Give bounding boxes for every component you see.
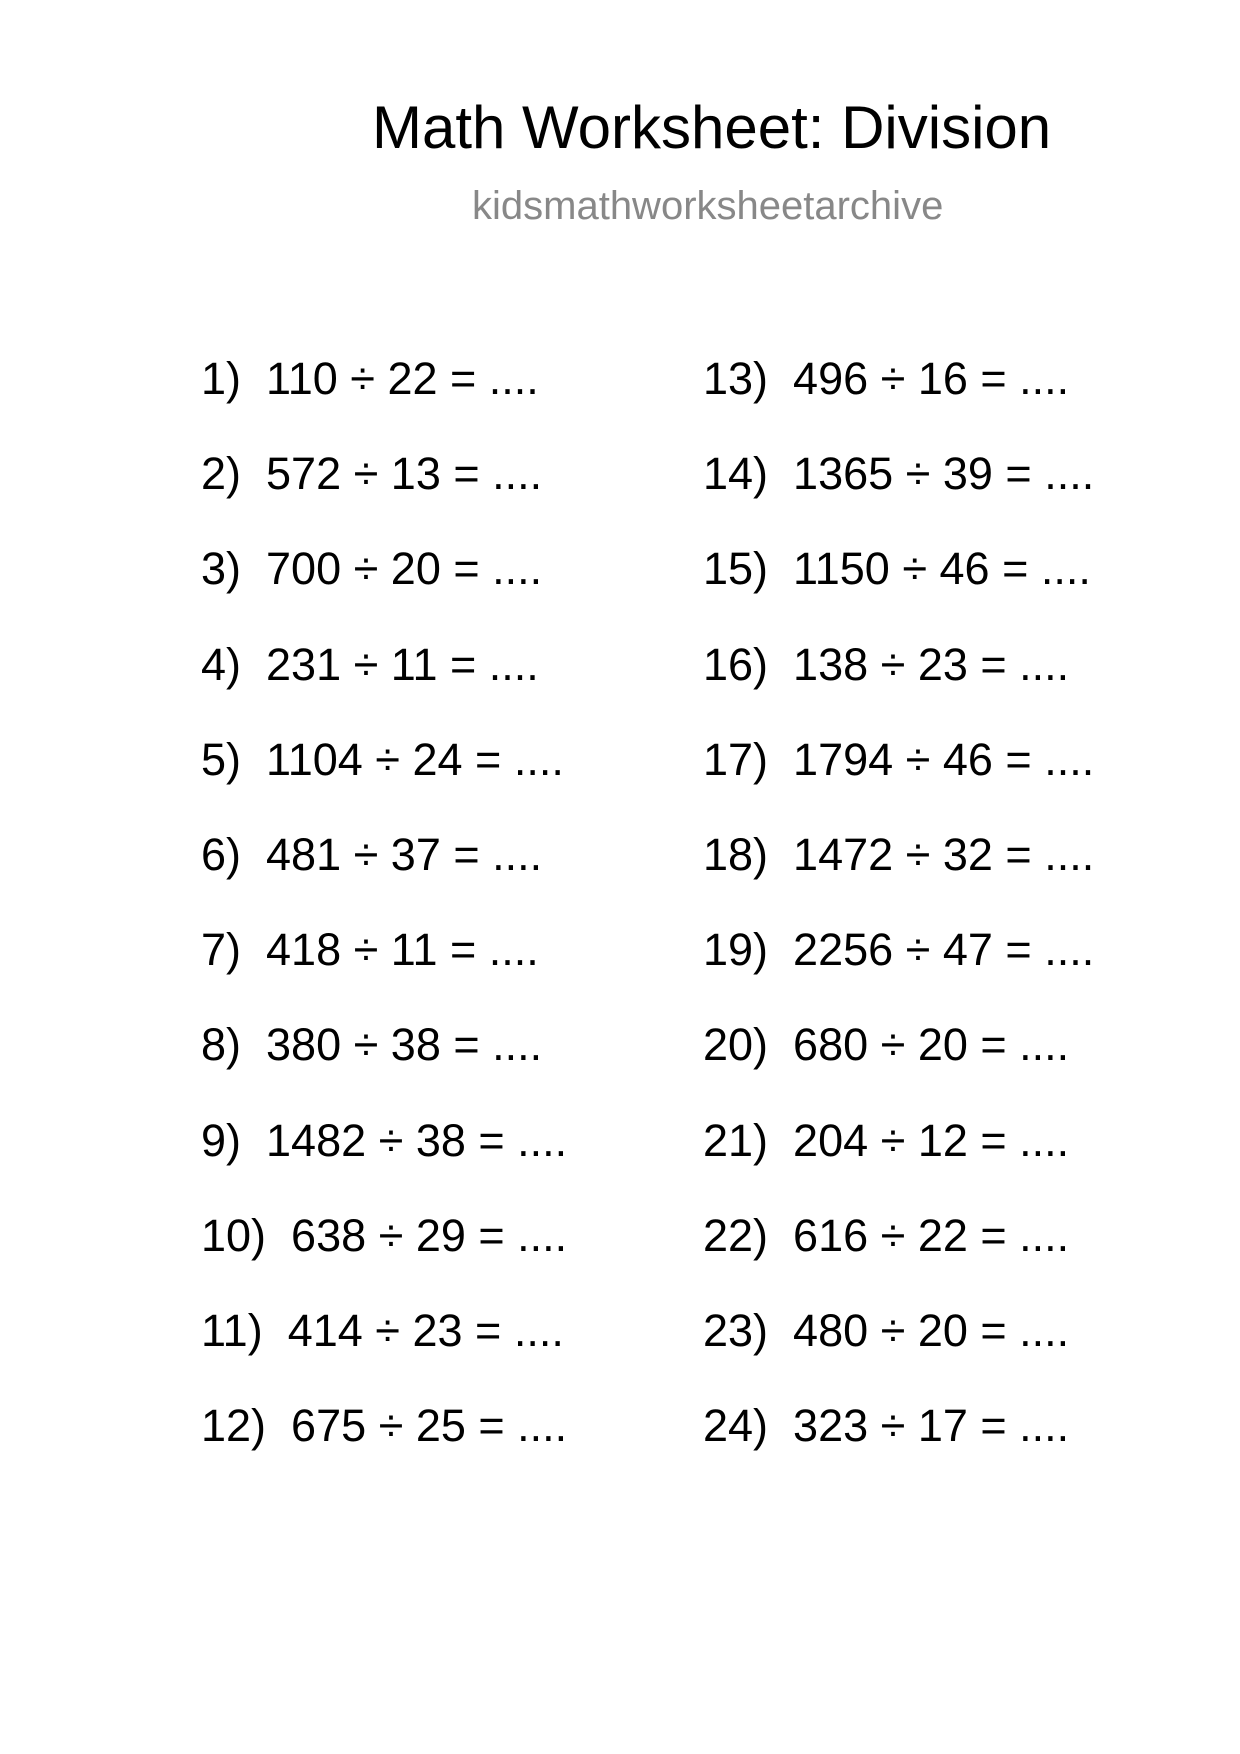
worksheet-title: Math Worksheet: Division — [372, 94, 1052, 161]
problems-right-column — [703, 355, 1094, 1497]
problem: 17) 1794 ÷ 46 = .... — [703, 733, 1095, 785]
problem: 6) 481 ÷ 37 = .... — [201, 828, 543, 880]
problem: 12) 675 ÷ 25 = .... — [201, 1400, 568, 1452]
problem: 3) 700 ÷ 20 = .... — [201, 543, 543, 595]
problem: 16) 138 ÷ 23 = .... — [703, 638, 1070, 690]
problem: 22) 616 ÷ 22 = .... — [703, 1209, 1070, 1261]
worksheet-source: kidsmathworksheetarchive — [472, 184, 944, 228]
problem: 2) 572 ÷ 13 = .... — [201, 448, 543, 500]
problem: 8) 380 ÷ 38 = .... — [201, 1019, 543, 1071]
problem: 1) 110 ÷ 22 = .... — [201, 353, 539, 404]
problem: 19) 2256 ÷ 47 = .... — [703, 924, 1095, 976]
problem: 20) 680 ÷ 20 = .... — [703, 1019, 1070, 1071]
problem: 18) 1472 ÷ 32 = .... — [703, 828, 1095, 880]
problem: 24) 323 ÷ 17 = .... — [703, 1400, 1070, 1452]
problem: 10) 638 ÷ 29 = .... — [201, 1209, 568, 1261]
problem: 9) 1482 ÷ 38 = .... — [201, 1114, 568, 1166]
problem: 14) 1365 ÷ 39 = .... — [703, 448, 1095, 500]
problem: 15) 1150 ÷ 46 = .... — [703, 543, 1091, 595]
problem: 23) 480 ÷ 20 = .... — [703, 1304, 1070, 1356]
problem: 21) 204 ÷ 12 = .... — [703, 1114, 1070, 1166]
problem: 4) 231 ÷ 11 = .... — [201, 638, 539, 690]
problem: 5) 1104 ÷ 24 = .... — [201, 733, 564, 785]
problem: 7) 418 ÷ 11 = .... — [201, 924, 539, 976]
problem: 13) 496 ÷ 16 = .... — [703, 353, 1070, 404]
problems-left-column — [201, 355, 567, 1497]
problem: 11) 414 ÷ 23 = .... — [201, 1304, 564, 1356]
